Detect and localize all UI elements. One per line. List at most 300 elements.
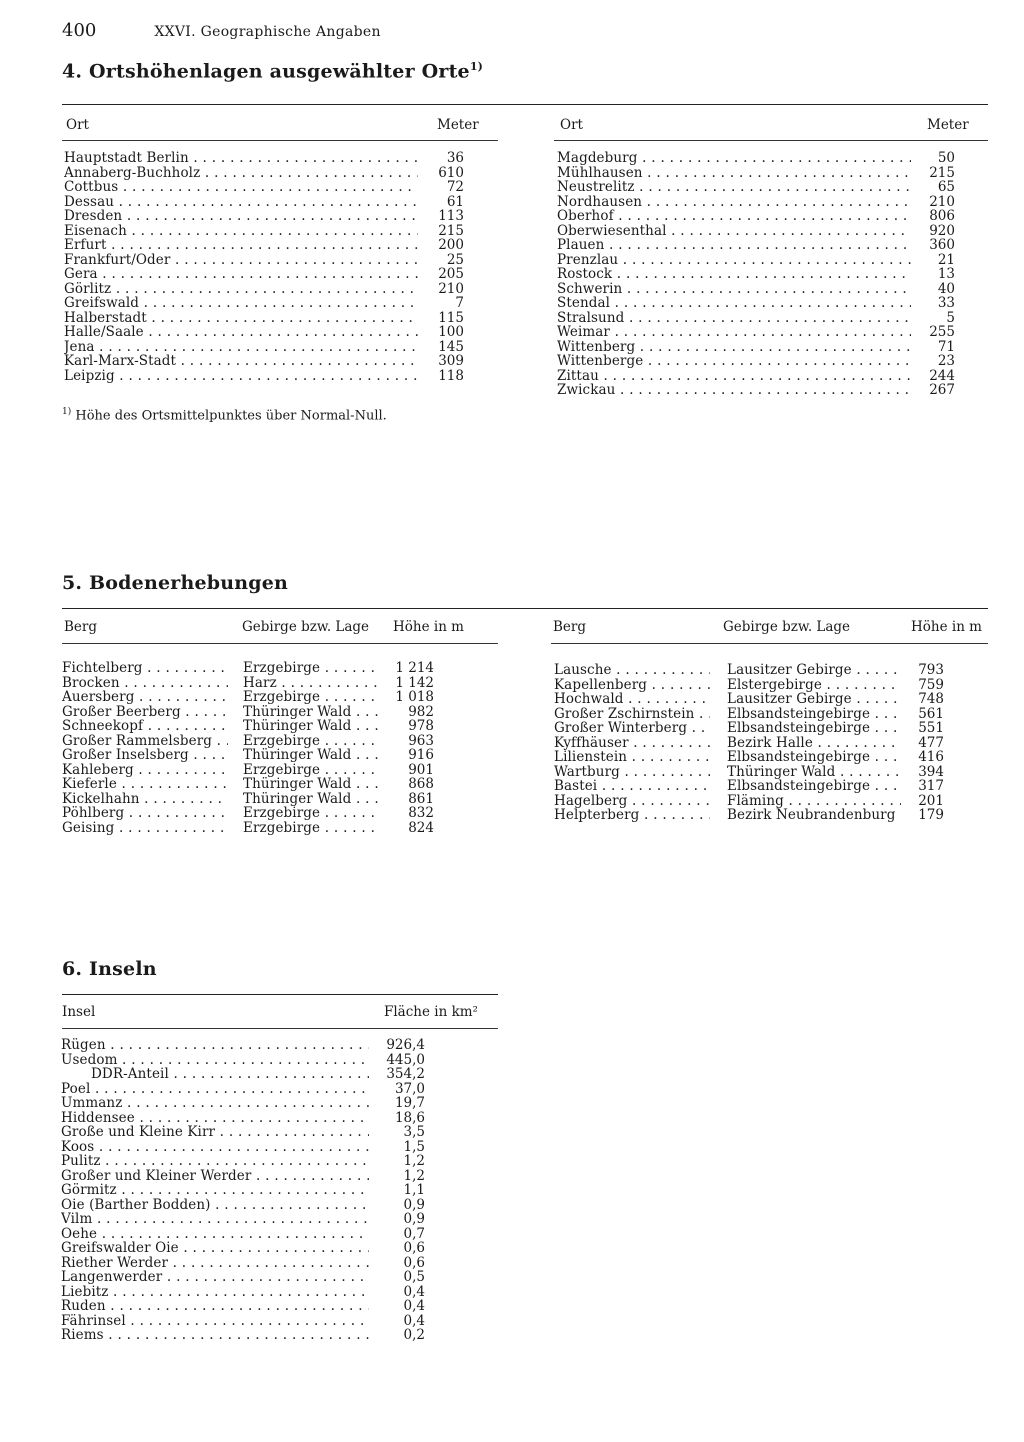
row-name-text: Nordhausen [557, 194, 643, 209]
table-row [64, 166, 464, 181]
leader-dots [624, 311, 911, 326]
leader-dots [277, 676, 379, 691]
row-name [61, 1212, 369, 1227]
row-name-text: Jena [64, 339, 95, 354]
row-range-text: Elstergebirge [727, 677, 822, 692]
row-name-text: Lausche [554, 663, 612, 678]
row-name [557, 267, 911, 282]
section-4-footnote [62, 407, 387, 423]
leader-dots [622, 282, 911, 297]
row-name [557, 325, 911, 340]
row-name-text: Leipzig [64, 368, 115, 383]
row-name-text: Greifswald [64, 296, 140, 311]
row-range [727, 808, 901, 823]
leader-dots [667, 224, 911, 239]
row-name-text: Mühlhausen [557, 165, 643, 180]
row-range-text: Elbsandsteingebirge [727, 721, 871, 736]
leader-dots [852, 692, 901, 707]
table-row [64, 253, 464, 268]
table-row [554, 808, 944, 823]
row-range [727, 765, 901, 780]
row-range [727, 678, 901, 693]
leader-dots [95, 340, 418, 355]
table-row [61, 1111, 425, 1126]
row-range [243, 821, 379, 836]
leader-dots [822, 678, 901, 693]
leader-dots [114, 821, 228, 836]
row-name-text: Großer und Kleiner Werder [61, 1168, 252, 1183]
leader-dots [610, 296, 911, 311]
leader-dots [629, 736, 710, 751]
row-name-text: Auersberg [62, 690, 135, 705]
section-4-right-col-place: Ort [560, 117, 583, 133]
table-row [62, 661, 434, 676]
row-value: 748 [918, 691, 944, 707]
row-name [557, 166, 911, 181]
table-row [61, 1183, 425, 1198]
row-name [557, 180, 911, 195]
table-row [61, 1198, 425, 1213]
table-row [61, 1140, 425, 1155]
row-name [554, 750, 710, 765]
row-value: 115 [438, 309, 464, 326]
table-row [61, 1053, 425, 1068]
table-row [64, 209, 464, 224]
row-value: 309 [438, 353, 464, 369]
row-value: 33 [937, 295, 955, 311]
table-row [64, 325, 464, 340]
table-row [61, 1285, 425, 1300]
row-name [557, 209, 911, 224]
leader-dots [179, 1241, 369, 1256]
leader-dots [351, 777, 379, 792]
table-row [554, 794, 944, 809]
row-name [557, 151, 911, 166]
table-row [554, 692, 944, 707]
leader-dots [124, 806, 228, 821]
row-name [61, 1299, 369, 1314]
row-value: 0,6 [403, 1254, 425, 1271]
row-name [64, 151, 418, 166]
leader-dots [694, 707, 710, 722]
section-4-right-col-meter: Meter [927, 117, 969, 133]
leader-dots [870, 779, 901, 794]
row-value: 963 [408, 732, 434, 749]
leader-dots [627, 794, 710, 809]
row-name-text: Großer Rammelsberg [62, 733, 213, 748]
leader-dots [120, 676, 228, 691]
row-name [554, 794, 710, 809]
section-4-title-text: 4. Ortshöhenlagen ausgewählter Orte [62, 60, 470, 83]
row-name [61, 1198, 369, 1213]
row-name [62, 777, 228, 792]
row-name-text: Wittenberg [557, 339, 636, 354]
row-name-text: Fährinsel [61, 1313, 126, 1328]
row-value: 36 [446, 150, 464, 166]
table-row [554, 765, 944, 780]
row-name [554, 808, 710, 823]
leader-dots [117, 1183, 369, 1198]
section-5-right-col-range: Gebirge bzw. Lage [723, 619, 851, 635]
row-name-text: Schneekopf [62, 719, 144, 734]
row-name-text: Liebitz [61, 1284, 109, 1299]
row-name [557, 195, 911, 210]
leader-dots [106, 1038, 369, 1053]
footnote-text: Höhe des Ortsmittelpunktes über Normal-Null. [75, 408, 387, 424]
table-row [64, 340, 464, 355]
row-name-text: Vilm [61, 1212, 93, 1227]
row-range [727, 794, 901, 809]
table-row [62, 676, 434, 691]
leader-dots [147, 311, 418, 326]
row-name-text: Cottbus [64, 180, 119, 195]
leader-dots [320, 763, 379, 778]
row-name [64, 340, 418, 355]
row-value: 477 [918, 734, 944, 751]
row-range [243, 748, 379, 763]
row-name [64, 180, 418, 195]
leader-dots [189, 151, 418, 166]
leader-dots [635, 180, 911, 195]
table-row [61, 1227, 425, 1242]
leader-dots [200, 166, 418, 181]
row-name-text: Brocken [62, 675, 120, 690]
row-value: 65 [937, 179, 955, 195]
row-name-text: Riems [61, 1328, 104, 1343]
table-row [62, 763, 434, 778]
row-range [243, 676, 379, 691]
row-name [62, 705, 228, 720]
row-name-text: Schwerin [557, 281, 623, 296]
row-name-text: Großer Beerberg [62, 704, 181, 719]
section-5-right-table [554, 663, 944, 823]
row-range [243, 763, 379, 778]
section-5-right-col-mountain: Berg [553, 619, 587, 635]
row-value: 982 [408, 703, 434, 720]
row-name [61, 1285, 369, 1300]
row-value: 360 [929, 237, 955, 253]
leader-dots [143, 661, 229, 676]
leader-dots [597, 779, 710, 794]
row-name [64, 166, 418, 181]
leader-dots [98, 267, 418, 282]
row-name-text: Halberstadt [64, 310, 147, 325]
row-name-text: Poel [61, 1081, 91, 1096]
leader-dots [143, 719, 228, 734]
row-value: 832 [408, 805, 434, 821]
leader-dots [639, 808, 710, 823]
row-range-text: Thüringer Wald [243, 791, 352, 806]
row-range-text: Elbsandsteingebirge [727, 779, 871, 794]
table-row [64, 224, 464, 239]
row-value: 416 [918, 749, 944, 765]
leader-dots [627, 750, 710, 765]
row-range-text: Erzgebirge [243, 690, 321, 705]
row-name [557, 238, 911, 253]
section-4-title-footnote-mark: 1) [469, 60, 484, 73]
row-value: 100 [438, 324, 464, 340]
row-value: 215 [438, 222, 464, 239]
section-4-right-header-rule [554, 140, 988, 141]
row-value: 21 [937, 251, 955, 268]
row-name-text: Neustrelitz [557, 180, 635, 195]
row-name [554, 736, 710, 751]
row-name [61, 1241, 369, 1256]
leader-dots [162, 1270, 369, 1285]
row-value: 201 [918, 792, 944, 809]
table-row [557, 224, 955, 239]
row-name-text: Pulitz [61, 1154, 101, 1169]
row-value: 0,9 [403, 1211, 425, 1227]
table-row [64, 354, 464, 369]
row-range [727, 750, 901, 765]
leader-dots [211, 1198, 370, 1213]
row-name [62, 676, 228, 691]
leader-dots [614, 209, 911, 224]
row-value: 793 [918, 662, 944, 678]
row-name [62, 806, 228, 821]
section-6-title: 6. Inseln [62, 958, 157, 980]
table-row [61, 1067, 425, 1082]
page-number: 400 [62, 20, 97, 41]
table-row [62, 705, 434, 720]
leader-dots [624, 692, 710, 707]
leader-dots [215, 1125, 369, 1140]
leader-dots [122, 209, 418, 224]
leader-dots [635, 340, 911, 355]
row-range-text: Bezirk Halle [727, 735, 813, 750]
row-value: 920 [929, 222, 955, 239]
row-name-text: Annaberg-Buchholz [64, 165, 201, 180]
row-name [554, 663, 710, 678]
leader-dots [835, 765, 901, 780]
leader-dots [101, 1154, 369, 1169]
row-name [554, 779, 710, 794]
leader-dots [170, 253, 418, 268]
leader-dots [784, 794, 901, 809]
row-name [61, 1140, 369, 1155]
table-row [62, 821, 434, 836]
table-row [557, 340, 955, 355]
row-value: 37,0 [394, 1080, 425, 1097]
table-row [64, 195, 464, 210]
table-row [61, 1169, 425, 1184]
row-value: 5 [946, 309, 955, 326]
table-row [554, 736, 944, 751]
row-value: 824 [408, 819, 434, 836]
leader-dots [351, 719, 379, 734]
row-range [727, 721, 901, 736]
row-value: 0,4 [403, 1283, 425, 1300]
table-row [61, 1299, 425, 1314]
row-name [64, 296, 418, 311]
section-6-col-area: Fläche in km² [384, 1004, 478, 1020]
row-value: 1 142 [395, 674, 434, 691]
leader-dots [870, 721, 901, 736]
table-row [557, 296, 955, 311]
row-name-text: Dessau [64, 194, 115, 209]
row-name-text: Stendal [557, 296, 611, 311]
row-value: 1 018 [395, 689, 434, 705]
row-value: 1,1 [403, 1182, 425, 1198]
leader-dots [169, 1067, 369, 1082]
row-name [61, 1038, 369, 1053]
row-name-text: Oberhof [557, 209, 614, 224]
leader-dots [687, 721, 710, 736]
table-row [557, 166, 955, 181]
row-range-text: Erzgebirge [243, 762, 321, 777]
row-name [64, 267, 418, 282]
row-name [64, 311, 418, 326]
leader-dots [643, 166, 911, 181]
row-name [557, 354, 911, 369]
row-name-text: Stralsund [557, 310, 625, 325]
row-name-text: Kapellenberg [554, 677, 648, 692]
table-row [557, 151, 955, 166]
row-name-text: Helpterberg [554, 808, 640, 823]
row-name-text: Große und Kleine Kirr [61, 1125, 216, 1140]
row-name-text: Rügen [61, 1038, 106, 1053]
table-row [64, 369, 464, 384]
section-5-left-header-rule [62, 643, 498, 644]
row-name-text: Hochwald [554, 692, 624, 707]
row-value: 0,2 [403, 1327, 425, 1343]
row-range [243, 806, 379, 821]
row-name-text: Kieferle [62, 777, 117, 792]
leader-dots [114, 195, 418, 210]
row-value: 179 [918, 807, 944, 823]
row-range-text: Elbsandsteingebirge [727, 706, 871, 721]
row-value: 0,4 [403, 1298, 425, 1314]
row-name [554, 765, 710, 780]
row-name [557, 340, 911, 355]
row-value: 7 [455, 295, 464, 311]
row-name [62, 763, 228, 778]
footnote-mark: 1) [62, 407, 72, 417]
leader-dots [168, 1256, 369, 1271]
row-name [61, 1053, 369, 1068]
leader-dots [144, 325, 418, 340]
row-range-text: Fläming [727, 793, 784, 808]
row-name [61, 1227, 369, 1242]
row-value: 23 [937, 353, 955, 369]
leader-dots [610, 325, 911, 340]
leader-dots [115, 369, 418, 384]
row-name [62, 748, 228, 763]
row-value: 868 [408, 776, 434, 792]
row-name-text: Görmitz [61, 1183, 117, 1198]
row-name [64, 238, 418, 253]
row-value: 1,5 [403, 1138, 425, 1155]
row-name-text: Ruden [61, 1299, 106, 1314]
row-name [61, 1082, 369, 1097]
row-value: 317 [918, 778, 944, 794]
row-name [64, 224, 418, 239]
table-row [554, 663, 944, 678]
row-value: 3,5 [403, 1124, 425, 1140]
leader-dots [122, 1096, 369, 1111]
leader-dots [604, 238, 911, 253]
row-range [727, 663, 901, 678]
row-range [243, 690, 379, 705]
row-range-text: Elbsandsteingebirge [727, 750, 871, 765]
table-row [61, 1212, 425, 1227]
row-name-text: Wartburg [554, 764, 620, 779]
leader-dots [320, 734, 379, 749]
row-name-text: Ummanz [61, 1096, 123, 1111]
row-name [64, 195, 418, 210]
section-5-top-rule [62, 608, 988, 609]
row-name [61, 1270, 369, 1285]
row-name-text: Geising [62, 820, 115, 835]
row-name [62, 690, 228, 705]
row-name-text: Zwickau [557, 383, 616, 398]
table-row [557, 354, 955, 369]
row-name [557, 383, 911, 398]
row-value: 610 [438, 164, 464, 181]
table-row [61, 1256, 425, 1271]
row-range-text: Erzgebirge [243, 820, 321, 835]
row-name-text: Kahleberg [62, 762, 134, 777]
leader-dots [118, 180, 418, 195]
row-name-text: Wittenberge [557, 354, 644, 369]
row-value: 113 [438, 208, 464, 224]
row-value: 40 [937, 280, 955, 297]
leader-dots [97, 1227, 369, 1242]
row-value: 255 [929, 324, 955, 340]
row-value: 13 [937, 266, 955, 282]
row-range [727, 707, 901, 722]
row-name [61, 1256, 369, 1271]
leader-dots [108, 1285, 369, 1300]
table-row [557, 282, 955, 297]
row-name [64, 282, 418, 297]
leader-dots [106, 238, 418, 253]
leader-dots [189, 748, 228, 763]
row-name [557, 224, 911, 239]
row-value: 0,4 [403, 1312, 425, 1329]
row-range-text: Thüringer Wald [243, 748, 352, 763]
row-range-text: Thüringer Wald [243, 777, 352, 792]
row-name-text: Görlitz [64, 281, 112, 296]
row-name-text: Kyffhäuser [554, 735, 629, 750]
row-name-text: DDR-Anteil [91, 1067, 169, 1082]
row-value: 394 [918, 763, 944, 780]
row-name-text: Großer Winterberg [554, 721, 688, 736]
section-4-right-table [557, 151, 955, 398]
section-6-top-rule [62, 994, 498, 995]
row-name-text: Hagelberg [554, 793, 628, 808]
row-name-text: Großer Zschirnstein [554, 706, 695, 721]
leader-dots [643, 354, 911, 369]
table-row [61, 1241, 425, 1256]
row-name-text: Usedom [61, 1052, 118, 1067]
table-row [62, 806, 434, 821]
row-name-text: Frankfurt/Oder [64, 252, 171, 267]
row-value: 0,6 [403, 1240, 425, 1256]
row-name-text: Koos [61, 1139, 95, 1154]
row-name [557, 311, 911, 326]
section-5-left-col-height: Höhe in m [393, 619, 464, 635]
row-name-text: Rostock [557, 267, 613, 282]
row-name [61, 1169, 369, 1184]
row-range [243, 734, 379, 749]
leader-dots [637, 151, 911, 166]
leader-dots [117, 777, 228, 792]
table-row [554, 707, 944, 722]
row-value: 18,6 [394, 1109, 425, 1126]
row-name [64, 253, 418, 268]
